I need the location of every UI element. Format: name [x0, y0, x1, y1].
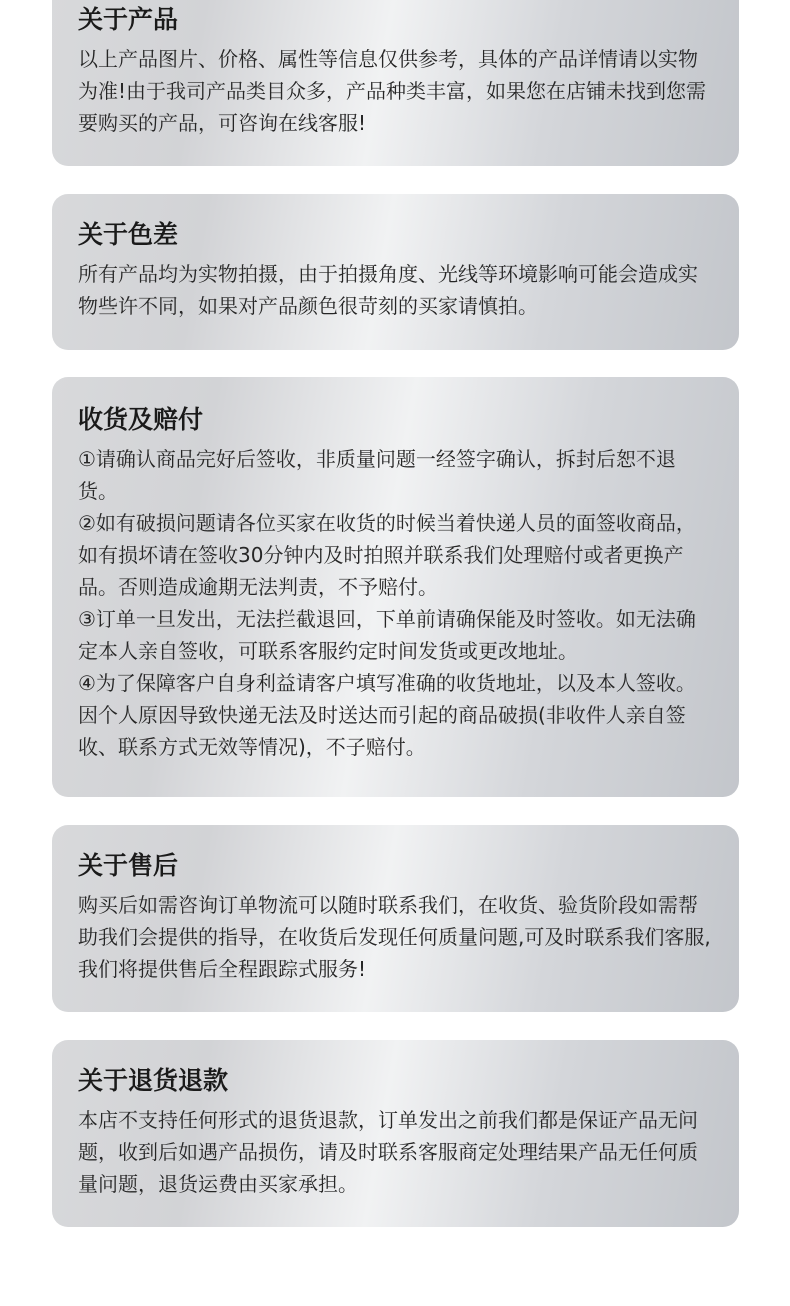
- section-title: 关于退货退款: [78, 1066, 229, 1095]
- section-paragraph: ①请确认商品完好后签收，非质量问题一经签字确认，拆封后恕不退货。: [78, 447, 676, 503]
- section-paragraph: 以上产品图片、价格、属性等信息仅供参考，具体的产品详情请以实物为准!由于我司产品类目众多，产品种类丰富，如果您在店铺未找到您需要购买的产品，可咨询在线客服!: [78, 47, 707, 135]
- card-about-product: [52, 0, 739, 166]
- section-body: [78, 443, 713, 763]
- section-paragraph: 购买后如需咨询订单物流可以随时联系我们，在收货、验货阶段如需帮助我们会提供的指导，在收货后发现任何质量问题,可及时联系我们客服,我们将提供售后全程跟踪式服务!: [78, 893, 711, 981]
- section-paragraph: ④为了保障客户自身利益请客户填写准确的收货地址，以及本人签收。因个人原因导致快递无法及时送达而引起的商品破损(非收件人亲自签收、联系方式无效等情况)，不子赔付。: [78, 671, 696, 759]
- section-title: 关于产品: [78, 5, 179, 34]
- card-about-color-difference: [52, 194, 739, 350]
- section-body: [78, 1104, 713, 1200]
- section-body: [78, 258, 713, 322]
- card-returns-refunds: [52, 1040, 739, 1227]
- section-title: 关于色差: [78, 220, 179, 249]
- card-delivery-compensation: [52, 377, 739, 797]
- card-after-sales: [52, 825, 739, 1012]
- section-paragraph: ③订单一旦发出，无法拦截退回，下单前请确保能及时签收。如无法确定本人亲自签收，可联系客服约定时间发货或更改地址。: [78, 607, 696, 663]
- section-body: [78, 889, 713, 985]
- section-title: 关于售后: [78, 851, 179, 880]
- section-body: [78, 43, 713, 139]
- section-paragraph: ②如有破损问题请各位买家在收货的时候当着快递人员的面签收商品，如有损坏请在签收30分钟内及时拍照并联系我们处理赔付或者更换产品。否则造成逾期无法判责，不予赔付。: [78, 511, 696, 599]
- section-title: 收货及赔付: [78, 405, 204, 434]
- section-paragraph: 本店不支持任何形式的退货退款，订单发出之前我们都是保证产品无问题，收到后如遇产品损伤，请及时联系客服商定处理结果产品无任何质量问题，退货运费由买家承担。: [78, 1108, 698, 1196]
- section-paragraph: 所有产品均为实物拍摄，由于拍摄角度、光线等环境影响可能会造成实物些许不同，如果对产品颜色很苛刻的买家请慎拍。: [78, 262, 698, 318]
